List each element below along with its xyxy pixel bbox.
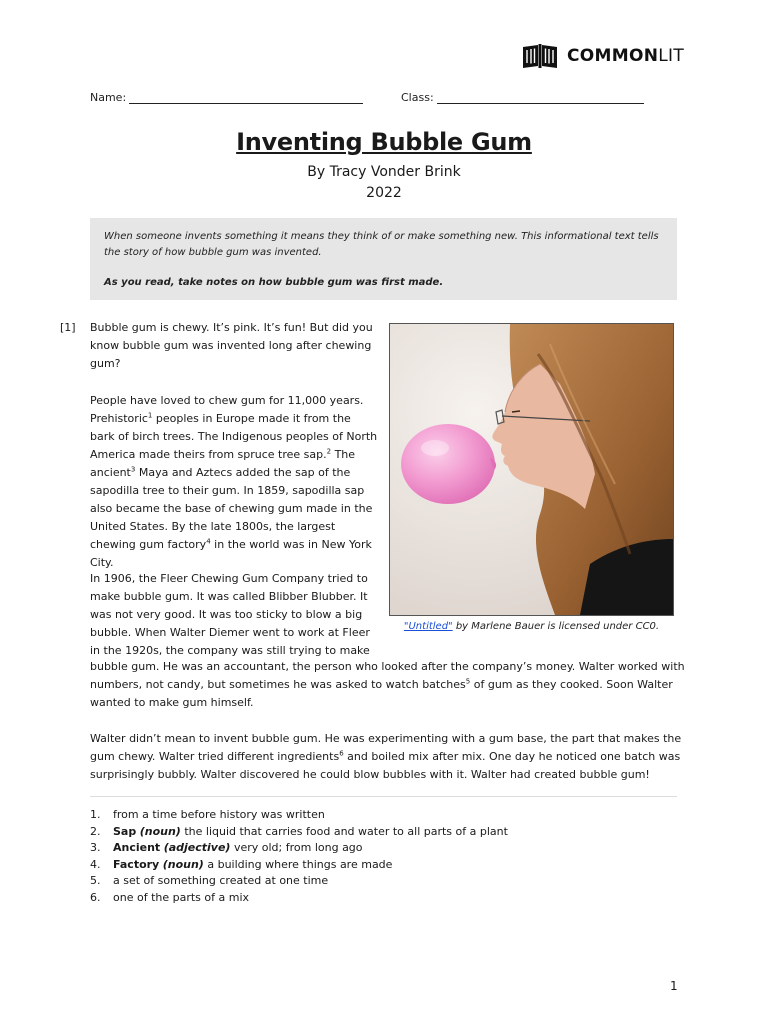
open-book-icon	[521, 42, 559, 70]
class-line[interactable]	[437, 91, 644, 104]
footnote-5: 5. a set of something created at one time	[90, 874, 329, 887]
article-year: 2022	[366, 185, 402, 201]
image-source-link[interactable]: "Untitled"	[403, 621, 453, 632]
page-number: 1	[670, 979, 678, 993]
article-author: By Tracy Vonder Brink	[307, 164, 461, 180]
name-field[interactable]	[90, 91, 363, 104]
class-field[interactable]	[401, 91, 644, 104]
footnote-1: 1. from a time before history was written	[90, 808, 325, 821]
footnote-ref-4[interactable]: 4	[206, 537, 211, 546]
name-label: Name:	[90, 91, 127, 104]
class-label: Class:	[401, 91, 434, 104]
bubble-gum-photo	[389, 323, 674, 616]
footnote-4: 4. Factory (noun) a building where things are made	[90, 857, 393, 871]
footnote-2: 2. Sap (noun) the liquid that carries food and water to all parts of a plant	[90, 824, 508, 838]
image-caption: "Untitled" by Marlene Bauer is licensed under CC0.	[403, 621, 660, 632]
footnote-ref-2[interactable]: 2	[326, 447, 332, 456]
brand-name: COMMONLIT	[567, 46, 685, 66]
footnote-ref-3[interactable]: 3	[130, 465, 136, 474]
footnote-ref-5[interactable]: 5	[465, 677, 471, 686]
paragraph-1: Bubble gum is chewy. It’s pink. It’s fun! But did you know bubble gum was invented long after chewing gum?	[90, 321, 373, 370]
commonlit-logo	[521, 42, 684, 70]
name-line[interactable]	[129, 91, 363, 104]
intro-text: When someone invents something it means they think of or make something new. This informational text tells the story of how bubble gum was invented.	[104, 231, 659, 258]
paragraph-number: [1]	[60, 321, 76, 334]
footnotes-list	[90, 807, 680, 906]
footnote-ref-1[interactable]: 1	[147, 411, 153, 420]
footnote-6: 6. one of the parts of a mix	[90, 890, 250, 904]
footnote-3: 3. Ancient (adjective) very old; from long ago	[90, 841, 363, 854]
paragraph-2: People have loved to chew gum for 11,000 years. Prehistoric$^1$ peoples in Europe made it from the bark of birch trees. The Indigenous peoples of North America made theirs from spruce tree sap.$^2$ The ancient$^3$ Maya and Aztecs added the sap of the sapodilla tree to their gum. In 1859, sapodilla sap also became the base of chewing gum made in the United States. By the late 1800s, the largest chewing gum factory$^4$ in the world was in New York City.	[90, 394, 378, 569]
paragraph-4: Walter didn’t mean to invent bubble gum. He was experimenting with a gum base, the part that makes the gum chewy. Walter tried different ingredients$^6$ and boiled mix after mix. One day he noticed one batch was surprisingly bubbly. Walter discovered he could blow bubbles with it. Walter had created bubble gum!	[90, 732, 682, 781]
reading-prompt: As you read, take notes on how bubble gum was first made.	[104, 277, 444, 288]
intro-box	[90, 218, 677, 300]
paragraph-3-wrapped: In 1906, the Fleer Chewing Gum Company tried to make bubble gum. It was called Blibber Blubber. It was not very good. It was too sticky to blow a big bubble. When Walter Diemer went to work at Fleer in the 1920s, the company was still trying to make	[90, 572, 370, 657]
article-title: Inventing Bubble Gum	[236, 128, 532, 156]
paragraph-3-continued: bubble gum. He was an accountant, the person who looked after the company’s money. Walter worked with numbers, not candy, but sometimes he was asked to watch batches$^5$ of gum as they cooked. Soon Walter wanted to make gum himself.	[90, 660, 685, 709]
footnote-divider	[90, 796, 677, 797]
footnote-ref-6[interactable]: 6	[339, 749, 344, 758]
